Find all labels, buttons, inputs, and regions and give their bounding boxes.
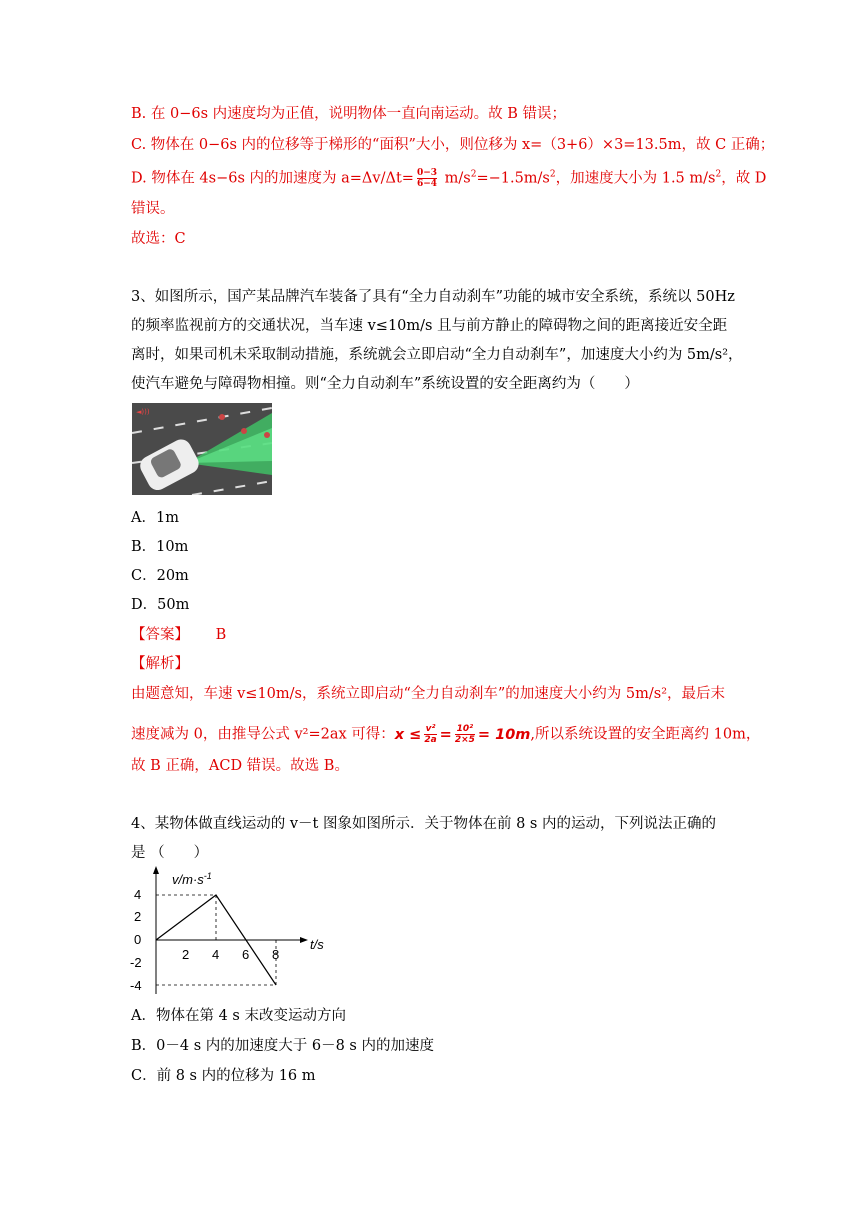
y-tick-neg2: -2: [130, 955, 142, 970]
q3-explanation-line1: 由题意知，车速 v≤10m/s，系统立即启动“全力自动刹车”的加速度大小约为 5m/s²，最后末: [131, 686, 726, 702]
q3-stem-line1: 3、如图所示，国产某品牌汽车装备了具有“全力自动刹车”功能的城市安全系统，系统以 50Hz: [131, 289, 735, 305]
y-tick-neg4: -4: [130, 978, 142, 993]
svg-text:◄))): ◄))): [136, 408, 150, 416]
x-axis-arrow: [300, 937, 308, 943]
car-braking-image: [132, 403, 272, 495]
y-tick-0: 0: [134, 932, 142, 947]
fraction: $\frac{0-3}{6-4}$: [416, 168, 438, 189]
answer-value: B: [215, 627, 227, 643]
q4-option-c: C．前 8 s 内的位移为 16 m: [131, 1068, 316, 1084]
q3-answer: [131, 625, 226, 645]
vt-graph: [128, 862, 338, 1001]
answer-label: 【答案】: [131, 627, 189, 643]
y-tick-4: 4: [134, 887, 142, 902]
solution-line-d-cont: 错误。: [131, 201, 175, 217]
car-illustration: [132, 403, 272, 495]
q4-stem-line1: 4、某物体做直线运动的 v－t 图象如图所示．关于物体在前 8 s 内的运动，下列说法正确的: [131, 816, 716, 832]
q3-analysis-label: 【解析】: [131, 656, 189, 672]
q3-explanation-line2: 速度减为 0，由推导公式 v²=2ax 可得：x ≤ $\frac{\text{v²}}{2a}$ = $\frac{\text{10²}}{2\times 5}$ = 10m,所以系统设置的安全距离约 10m，: [131, 724, 761, 745]
y-axis-label: $v/m\cdot s^{-1}$: [172, 871, 212, 887]
x-tick-4: 4: [212, 947, 220, 962]
q3-stem-line4: 使汽车避免与障碍物相撞。则“全力自动刹车”系统设置的安全距离约为（ ）: [131, 376, 639, 392]
q3-stem-line3: 离时，如果司机未采取制动措施，系统就会立即启动“全力自动刹车”，加速度大小约为 5m/s²，: [131, 347, 743, 363]
solution-choice: 故选：C: [131, 231, 186, 247]
x-tick-6: 6: [242, 947, 250, 962]
x-tick-2: 2: [182, 947, 190, 962]
y-tick-2: 2: [134, 909, 142, 924]
q3-stem-line2: 的频率监视前方的交通状况，当车速 v≤10m/s 且与前方静止的障碍物之间的距离接近安全距: [131, 318, 728, 334]
solution-line-b: B. 在 0−6s 内速度均为正值，说明物体一直向南运动。故 B 错误；: [131, 106, 567, 122]
q4-option-a: A．物体在第 4 s 末改变运动方向: [131, 1008, 346, 1024]
q3-option-b: B．10m: [131, 539, 189, 555]
x-tick-8: 8: [272, 947, 280, 962]
solution-line-c: C. 物体在 0−6s 内的位移等于梯形的“面积”大小，则位移为 x=（3+6）×3=13.5m，故 C 正确；: [131, 137, 775, 153]
q4-stem-line2: 是 （ ）: [131, 845, 209, 861]
q3-option-a: A．1m: [131, 510, 179, 526]
distance-formula: x ≤ $\frac{\text{v²}}{2a}$ = $\frac{\text{10²}}{2\times 5}$ = 10m: [394, 724, 531, 745]
q3-option-d: D．50m: [131, 597, 190, 613]
q3-option-c: C．20m: [131, 568, 189, 584]
vt-graph-svg: [128, 862, 338, 997]
q4-option-b: B．0－4 s 内的加速度大于 6－8 s 内的加速度: [131, 1038, 434, 1054]
y-axis-arrow: [153, 866, 159, 874]
x-axis-label: t/s: [310, 937, 324, 952]
q3-explanation-line3: 故 B 正确，ACD 错误。故选 B。: [131, 758, 349, 774]
solution-line-d: D. 物体在 4s−6s 内的加速度为 a=Δv/Δt= $\frac{0-3}{6-4}$ $m/s^2=-1.5m/s^2$，加速度大小为 1.5 $m/s^2$，故 D: [131, 168, 767, 189]
